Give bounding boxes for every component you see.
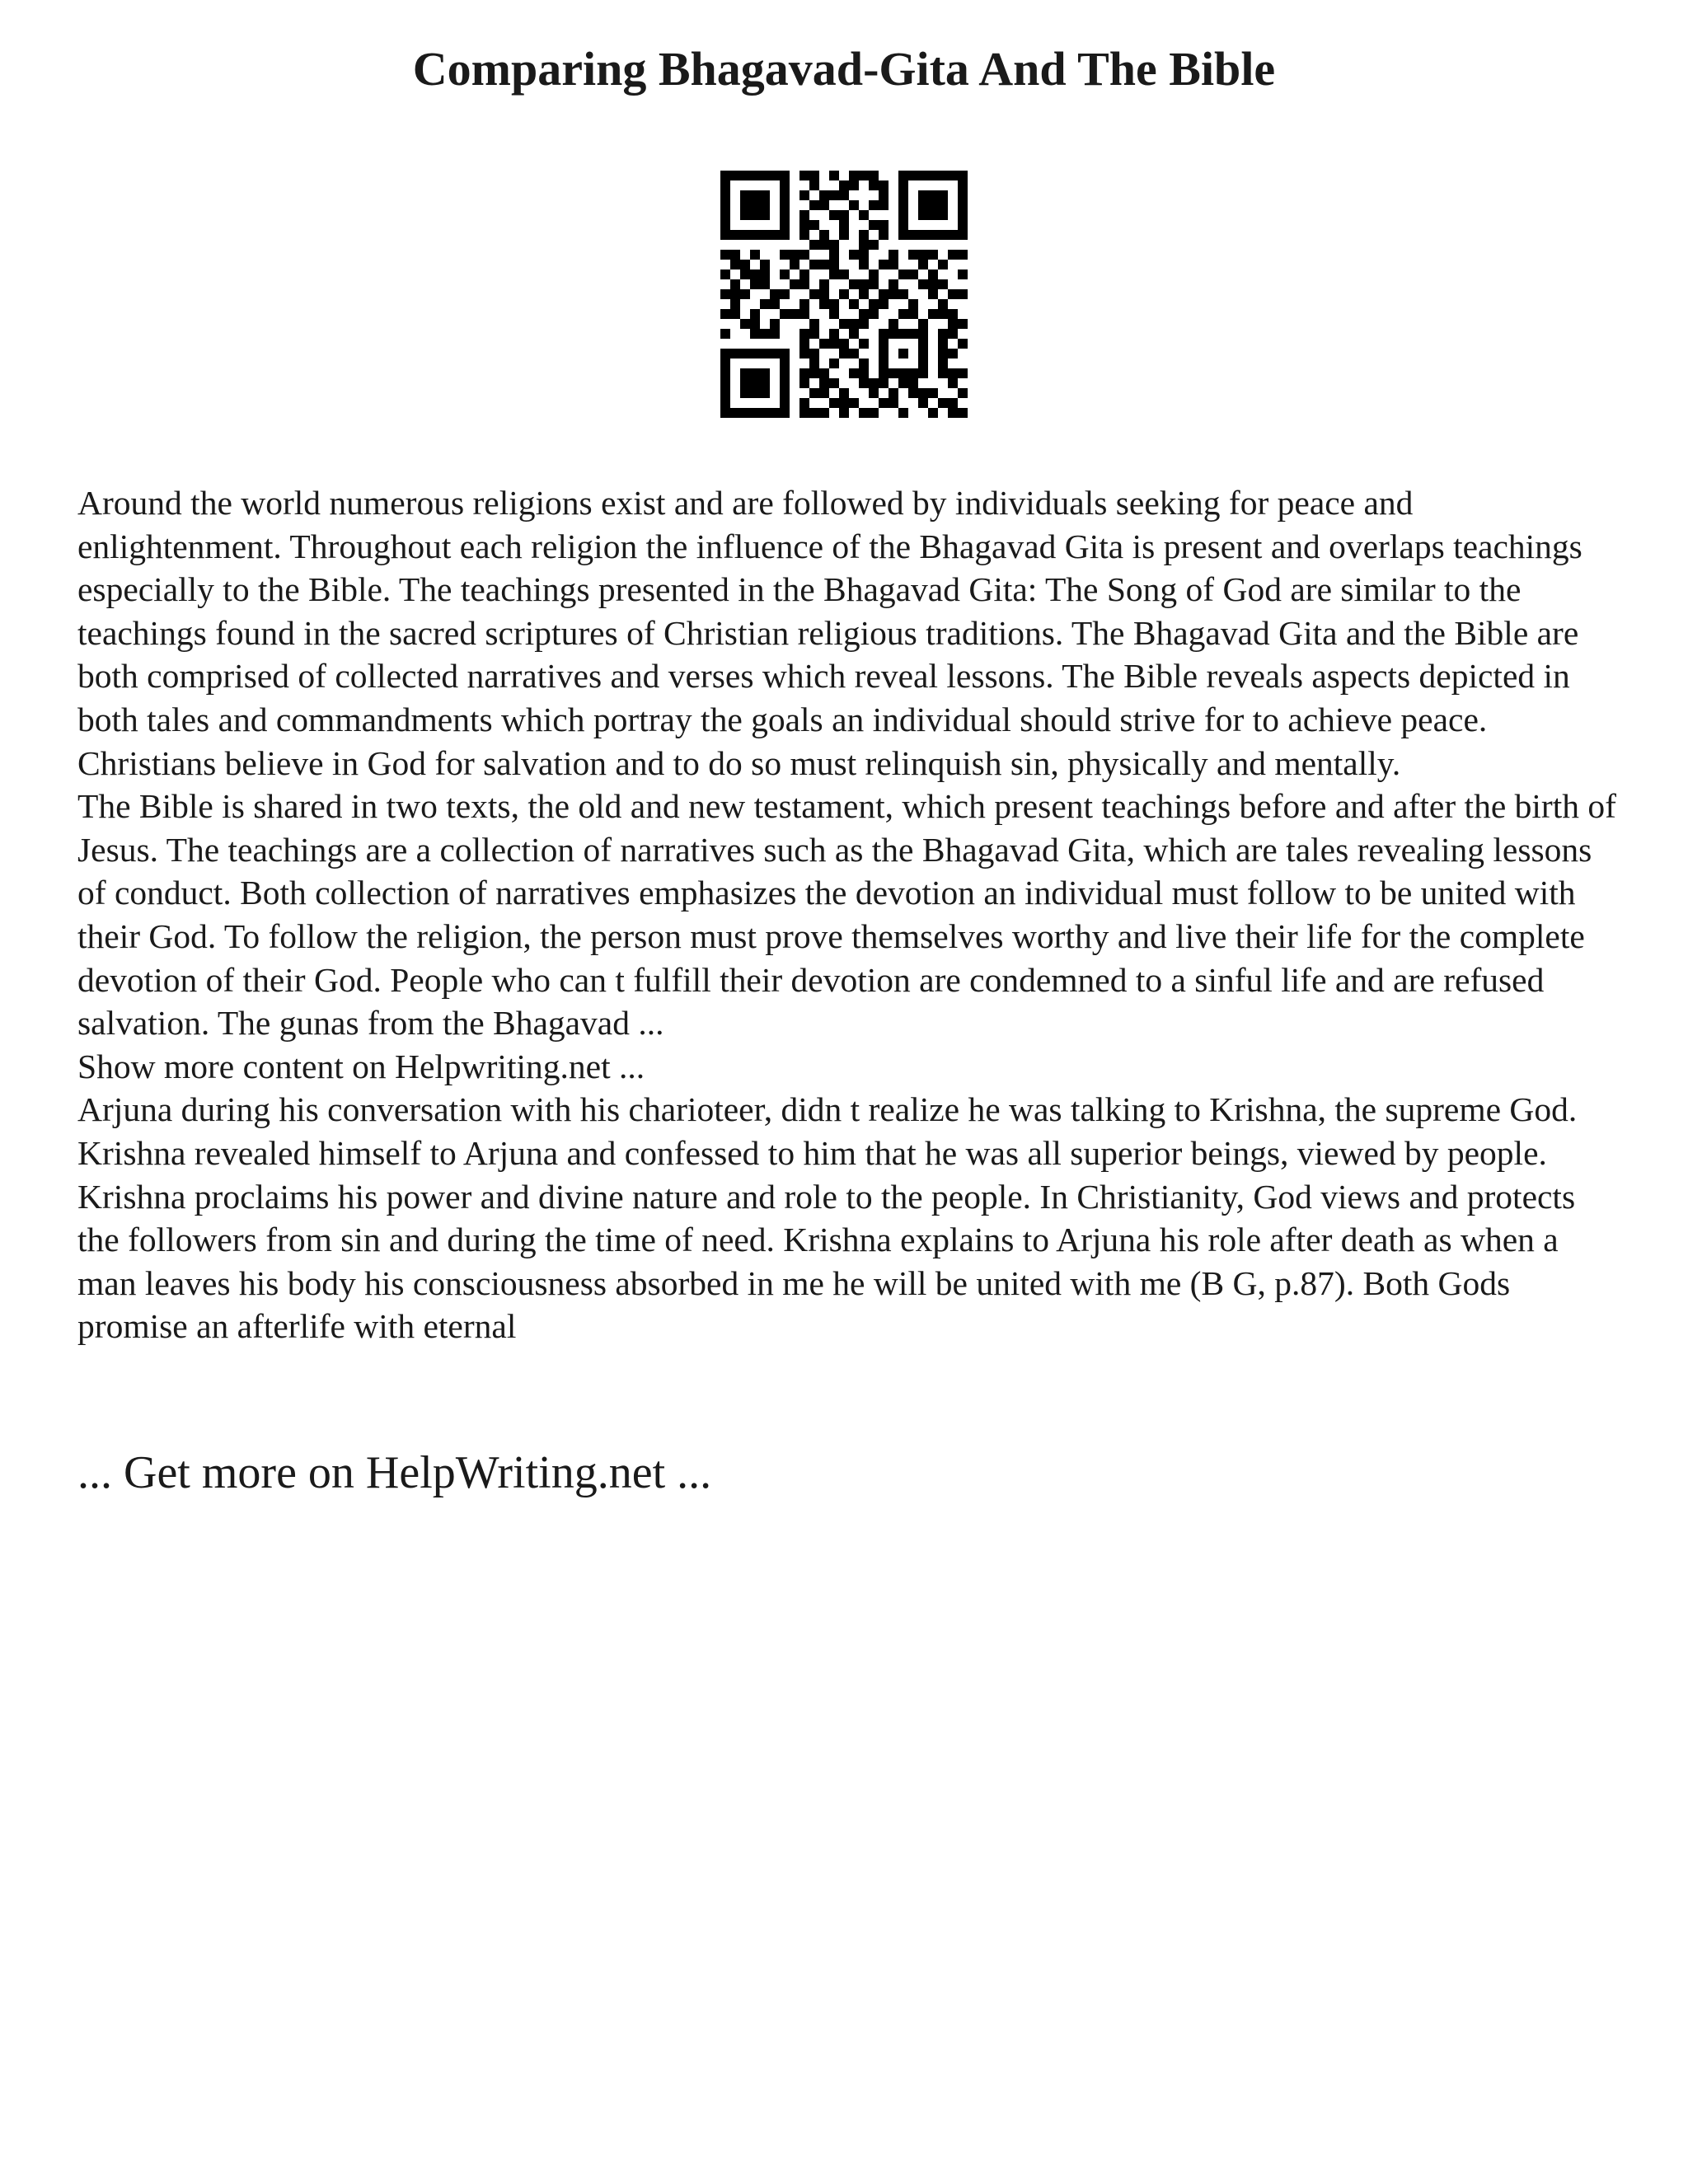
- qr-code-icon: [720, 171, 968, 418]
- body-paragraph: Around the world numerous religions exist and are followed by individuals seeking for peace and enlightenment. Throughout each religion the influence of the Bhagavad Gita is present and overlaps teachings especially to the Bible. The teachings presented in the Bhagavad Gita: The Song of God are similar to the teachings found in the sacred scriptures of Christian religious traditions. The Bhagavad Gita and the Bible are both comprised of collected narratives and verses which reveal lessons. The Bible reveals aspects depicted in both tales and commandments which portray the goals an individual should strive for to achieve peace. Christians believe in God for salvation and to do so must relinquish sin, physically and mentally.: [77, 484, 1582, 782]
- article-body: [77, 481, 1619, 1348]
- body-paragraph: Arjuna during his conversation with his charioteer, didn t realize he was talking to Krishna, the supreme God. Krishna revealed himself to Arjuna and confessed to him that he was all superior beings, viewed by people. Krishna proclaims his power and divine nature and role to the people. In Christianity, God views and protects the followers from sin and during the time of need. Krishna explains to Arjuna his role after death as when a man leaves his body his consciousness absorbed in me he will be united with me (B G, p.87). Both Gods promise an afterlife with eternal: [77, 1090, 1578, 1346]
- show-more-link[interactable]: Show more content on Helpwriting.net ...: [77, 1047, 645, 1085]
- document-title: Comparing Bhagavad-Gita And The Bible: [412, 42, 1276, 96]
- get-more-link[interactable]: ... Get more on HelpWriting.net ...: [77, 1447, 712, 1498]
- body-paragraph: The Bible is shared in two texts, the old and new testament, which present teachings before and after the birth of Jesus. The teachings are a collection of narratives such as the Bhagavad Gita, which are tales revealing lessons of conduct. Both collection of narratives emphasizes the devotion an individual must follow to be united with their God. To follow the religion, the person must prove themselves worthy and live their life for the complete devotion of their God. People who can t fulfill their devotion are condemned to a sinful life and are refused salvation. The gunas from the Bhagavad ...: [77, 787, 1616, 1043]
